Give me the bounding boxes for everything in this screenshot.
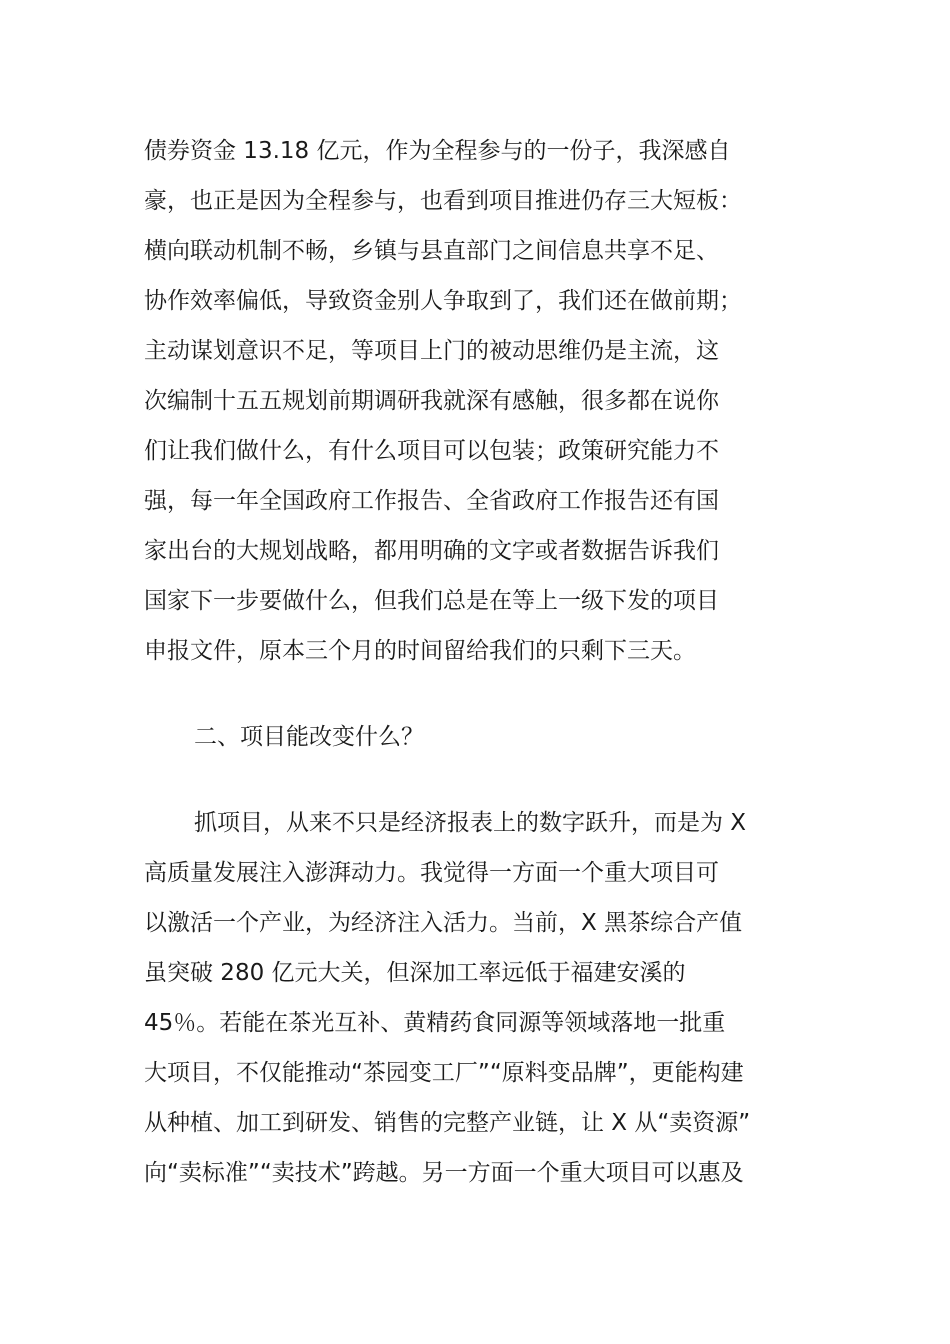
section-heading: 二、项目能改变什么？ [194,724,424,750]
document-body [144,126,808,1198]
text-line: 申报文件，原本三个月的时间留给我们的只剩下三天。 [144,638,696,664]
text-line: 次编制十五五规划前期调研我就深有感触，很多都在说你 [144,388,719,414]
text-line: 横向联动机制不畅，乡镇与县直部门之间信息共享不足、 [144,238,719,264]
text-line: 向“卖标准”“卖技术”跨越。另一方面一个重大项目可以惠及 [144,1160,744,1186]
text-line: 虽突破 280 亿元大关，但深加工率远低于福建安溪的 [144,960,686,986]
text-line: 强，每一年全国政府工作报告、全省政府工作报告还有国 [144,488,719,514]
text-line: 主动谋划意识不足，等项目上门的被动思维仍是主流，这 [144,338,719,364]
text-line: 协作效率偏低，导致资金别人争取到了，我们还在做前期； [144,288,742,314]
text-line: 45％。若能在茶光互补、黄精药食同源等领域落地一批重 [144,1010,726,1036]
text-line: 国家下一步要做什么，但我们总是在等上一级下发的项目 [144,588,719,614]
text-line: 从种植、加工到研发、销售的完整产业链，让 X 从“卖资源” [144,1110,751,1136]
text-line: 家出台的大规划战略，都用明确的文字或者数据告诉我们 [144,538,719,564]
text-line: 高质量发展注入澎湃动力。我觉得一方面一个重大项目可 [144,860,719,886]
text-line: 大项目，不仅能推动“茶园变工厂”“原料变品牌”，更能构建 [144,1060,744,1086]
paragraph-gap [144,762,808,798]
text-line: 抓项目，从来不只是经济报表上的数字跃升，而是为 X [194,810,747,836]
text-line: 豪，也正是因为全程参与，也看到项目推进仍存三大短板： [144,188,742,214]
text-line: 以激活一个产业，为经济注入活力。当前，X 黑茶综合产值 [144,910,743,936]
paragraph-gap [144,676,808,712]
text-line: 债券资金 13.18 亿元，作为全程参与的一份子，我深感自 [144,138,731,164]
text-line: 们让我们做什么，有什么项目可以包装；政策研究能力不 [144,438,719,464]
